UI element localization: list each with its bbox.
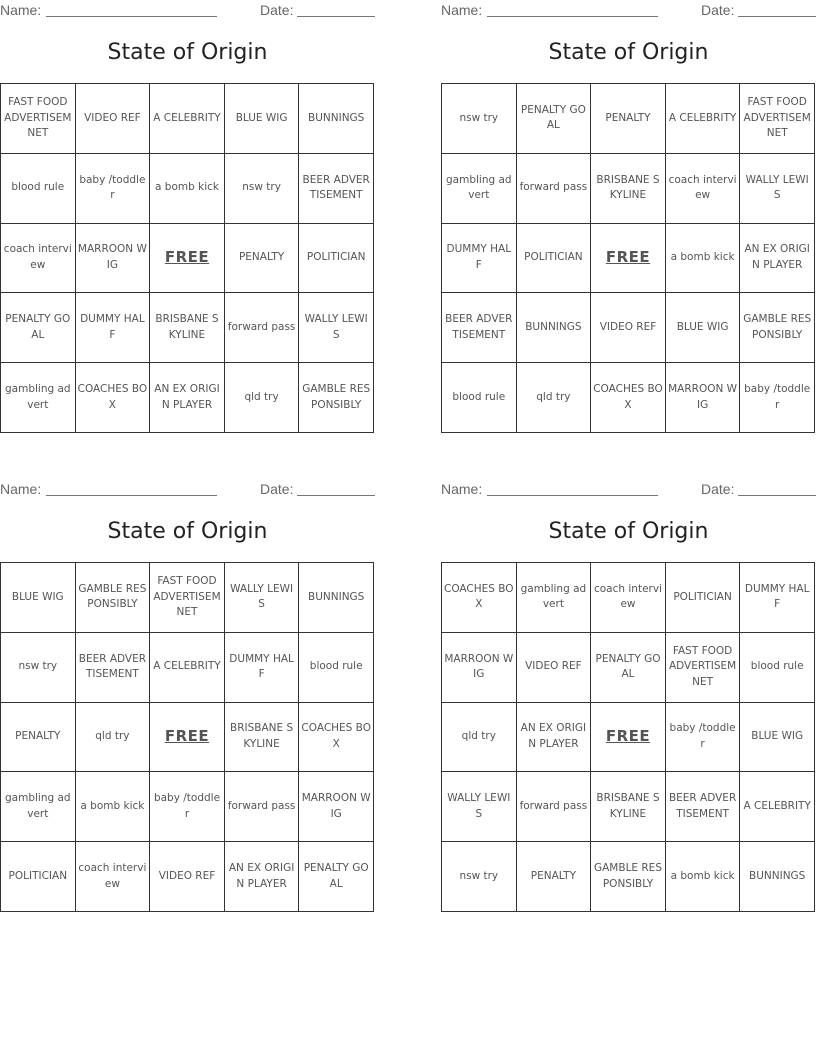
bingo-cell: baby /toddler bbox=[150, 772, 225, 842]
bingo-cell: BLUE WIG bbox=[225, 84, 300, 154]
bingo-cell: POLITICIAN bbox=[666, 563, 741, 633]
bingo-cell: forward pass bbox=[517, 154, 592, 224]
bingo-cell: AN EX ORIGIN PLAYER bbox=[150, 363, 225, 433]
bingo-cell: AN EX ORIGIN PLAYER bbox=[517, 703, 592, 773]
bingo-cell: coach interview bbox=[1, 224, 76, 294]
bingo-cell: AN EX ORIGIN PLAYER bbox=[225, 842, 300, 912]
bingo-cell: PENALTY bbox=[591, 84, 666, 154]
bingo-cell: FAST FOOD ADVERTISEMNET bbox=[740, 84, 815, 154]
bingo-cell: qld try bbox=[517, 363, 592, 433]
card-header bbox=[0, 479, 375, 501]
bingo-cell: GAMBLE RESPONSIBLY bbox=[299, 363, 374, 433]
card-header bbox=[441, 479, 816, 501]
bingo-cell: BRISBANE SKYLINE bbox=[591, 154, 666, 224]
bingo-cell: FAST FOOD ADVERTISEMNET bbox=[150, 563, 225, 633]
bingo-cell: forward pass bbox=[517, 772, 592, 842]
bingo-cell: DUMMY HALF bbox=[740, 563, 815, 633]
bingo-cell: gambling advert bbox=[1, 363, 76, 433]
bingo-cell: POLITICIAN bbox=[1, 842, 76, 912]
bingo-cell: WALLY LEWIS bbox=[442, 772, 517, 842]
bingo-cell: BRISBANE SKYLINE bbox=[150, 293, 225, 363]
bingo-cell: AN EX ORIGIN PLAYER bbox=[740, 224, 815, 294]
name-line bbox=[487, 16, 658, 17]
bingo-cell: GAMBLE RESPONSIBLY bbox=[740, 293, 815, 363]
name-label: Name: bbox=[441, 2, 483, 18]
bingo-cell: BLUE WIG bbox=[740, 703, 815, 773]
bingo-cell: VIDEO REF bbox=[517, 633, 592, 703]
bingo-cell: BUNNINGS bbox=[299, 563, 374, 633]
bingo-cell: DUMMY HALF bbox=[76, 293, 151, 363]
date-label: Date: bbox=[701, 2, 735, 18]
bingo-cell: BUNNINGS bbox=[299, 84, 374, 154]
name-line bbox=[46, 495, 217, 496]
card-title: State of Origin bbox=[107, 40, 268, 65]
bingo-cell: COACHES BOX bbox=[442, 563, 517, 633]
bingo-cell: qld try bbox=[225, 363, 300, 433]
bingo-cell: A CELEBRITY bbox=[150, 633, 225, 703]
bingo-cell: coach interview bbox=[591, 563, 666, 633]
bingo-cell: forward pass bbox=[225, 772, 300, 842]
bingo-cell: PENALTY GOAL bbox=[591, 633, 666, 703]
bingo-cell: DUMMY HALF bbox=[442, 224, 517, 294]
bingo-cell: VIDEO REF bbox=[591, 293, 666, 363]
bingo-cell: qld try bbox=[442, 703, 517, 773]
bingo-cell: VIDEO REF bbox=[76, 84, 151, 154]
bingo-cell: POLITICIAN bbox=[517, 224, 592, 294]
bingo-cell: MARROON WIG bbox=[299, 772, 374, 842]
bingo-cell: PENALTY GOAL bbox=[1, 293, 76, 363]
bingo-grid bbox=[441, 83, 815, 433]
date-label: Date: bbox=[701, 481, 735, 497]
bingo-cell: a bomb kick bbox=[666, 842, 741, 912]
bingo-card-3 bbox=[0, 479, 375, 919]
bingo-cell: COACHES BOX bbox=[76, 363, 151, 433]
bingo-cell: a bomb kick bbox=[666, 224, 741, 294]
bingo-cell: baby /toddler bbox=[666, 703, 741, 773]
bingo-cell: baby /toddler bbox=[740, 363, 815, 433]
card-title: State of Origin bbox=[548, 40, 709, 65]
bingo-cell: BUNNINGS bbox=[740, 842, 815, 912]
bingo-cell: blood rule bbox=[442, 363, 517, 433]
card-title: State of Origin bbox=[548, 519, 709, 544]
date-label: Date: bbox=[260, 2, 294, 18]
bingo-cell: WALLY LEWIS bbox=[740, 154, 815, 224]
bingo-cell: MARROON WIG bbox=[442, 633, 517, 703]
bingo-cell: BEER ADVERTISEMENT bbox=[442, 293, 517, 363]
bingo-cell: MARROON WIG bbox=[666, 363, 741, 433]
bingo-grid bbox=[0, 83, 374, 433]
bingo-cell: nsw try bbox=[225, 154, 300, 224]
free-space: FREE bbox=[591, 703, 666, 773]
date-line bbox=[297, 495, 375, 496]
bingo-cell: blood rule bbox=[740, 633, 815, 703]
card-header bbox=[441, 0, 816, 22]
bingo-cell: VIDEO REF bbox=[150, 842, 225, 912]
bingo-cell: BEER ADVERTISEMENT bbox=[666, 772, 741, 842]
bingo-cell: PENALTY bbox=[1, 703, 76, 773]
free-space: FREE bbox=[150, 224, 225, 294]
bingo-cell: coach interview bbox=[666, 154, 741, 224]
bingo-cell: BEER ADVERTISEMENT bbox=[299, 154, 374, 224]
bingo-cell: WALLY LEWIS bbox=[225, 563, 300, 633]
bingo-cell: A CELEBRITY bbox=[740, 772, 815, 842]
date-label: Date: bbox=[260, 481, 294, 497]
bingo-cell: WALLY LEWIS bbox=[299, 293, 374, 363]
name-label: Name: bbox=[441, 481, 483, 497]
bingo-cell: BRISBANE SKYLINE bbox=[591, 772, 666, 842]
name-line bbox=[487, 495, 658, 496]
bingo-cell: blood rule bbox=[299, 633, 374, 703]
bingo-cell: PENALTY bbox=[517, 842, 592, 912]
bingo-cell: A CELEBRITY bbox=[150, 84, 225, 154]
bingo-cell: BRISBANE SKYLINE bbox=[225, 703, 300, 773]
bingo-cell: MARROON WIG bbox=[76, 224, 151, 294]
bingo-cell: BUNNINGS bbox=[517, 293, 592, 363]
bingo-cell: GAMBLE RESPONSIBLY bbox=[591, 842, 666, 912]
bingo-cell: nsw try bbox=[442, 842, 517, 912]
bingo-cell: qld try bbox=[76, 703, 151, 773]
name-label: Name: bbox=[0, 2, 42, 18]
bingo-cell: COACHES BOX bbox=[591, 363, 666, 433]
bingo-card-2 bbox=[441, 0, 816, 440]
bingo-cell: gambling advert bbox=[442, 154, 517, 224]
bingo-grid bbox=[441, 562, 815, 912]
bingo-card-4 bbox=[441, 479, 816, 919]
bingo-cell: A CELEBRITY bbox=[666, 84, 741, 154]
bingo-cell: baby /toddler bbox=[76, 154, 151, 224]
free-space: FREE bbox=[150, 703, 225, 773]
bingo-cell: BLUE WIG bbox=[1, 563, 76, 633]
bingo-cell: COACHES BOX bbox=[299, 703, 374, 773]
bingo-cell: PENALTY GOAL bbox=[517, 84, 592, 154]
bingo-cell: nsw try bbox=[442, 84, 517, 154]
bingo-cell: gambling advert bbox=[517, 563, 592, 633]
bingo-cell: POLITICIAN bbox=[299, 224, 374, 294]
bingo-card-1 bbox=[0, 0, 375, 440]
bingo-cell: FAST FOOD ADVERTISEMNET bbox=[666, 633, 741, 703]
bingo-cell: gambling advert bbox=[1, 772, 76, 842]
bingo-cell: a bomb kick bbox=[150, 154, 225, 224]
bingo-cell: nsw try bbox=[1, 633, 76, 703]
bingo-cell: coach interview bbox=[76, 842, 151, 912]
bingo-cell: BEER ADVERTISEMENT bbox=[76, 633, 151, 703]
card-header bbox=[0, 0, 375, 22]
bingo-grid bbox=[0, 562, 374, 912]
free-space: FREE bbox=[591, 224, 666, 294]
date-line bbox=[297, 16, 375, 17]
bingo-cell: PENALTY GOAL bbox=[299, 842, 374, 912]
name-line bbox=[46, 16, 217, 17]
card-title: State of Origin bbox=[107, 519, 268, 544]
bingo-cell: FAST FOOD ADVERTISEMNET bbox=[1, 84, 76, 154]
date-line bbox=[738, 16, 816, 17]
bingo-cell: a bomb kick bbox=[76, 772, 151, 842]
bingo-cell: GAMBLE RESPONSIBLY bbox=[76, 563, 151, 633]
bingo-cell: PENALTY bbox=[225, 224, 300, 294]
bingo-cell: blood rule bbox=[1, 154, 76, 224]
bingo-cell: BLUE WIG bbox=[666, 293, 741, 363]
bingo-cell: DUMMY HALF bbox=[225, 633, 300, 703]
date-line bbox=[738, 495, 816, 496]
bingo-cell: forward pass bbox=[225, 293, 300, 363]
name-label: Name: bbox=[0, 481, 42, 497]
